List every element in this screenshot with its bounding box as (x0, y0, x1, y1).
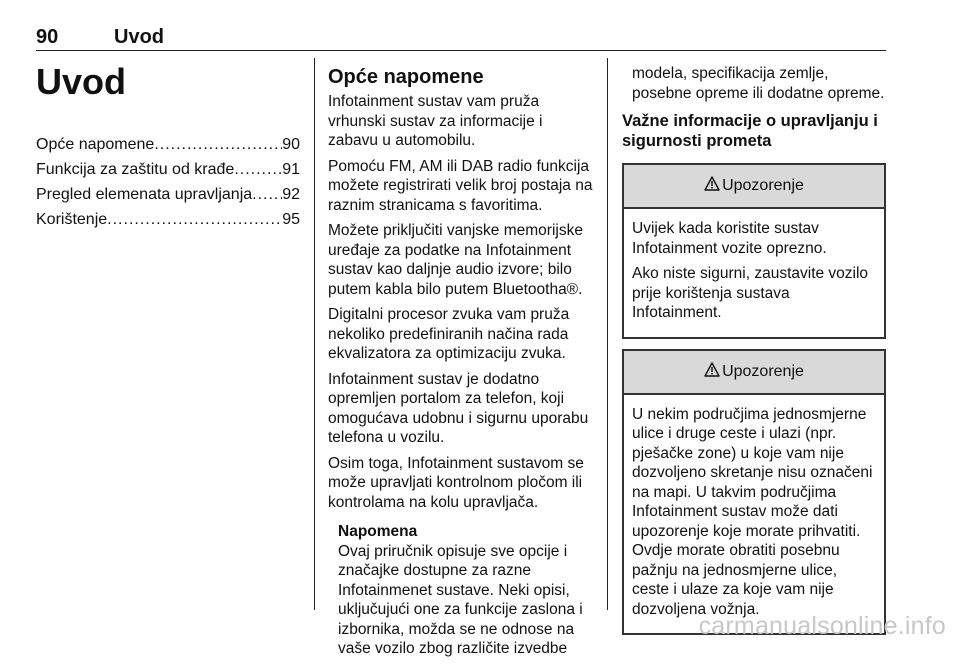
subsection-heading: Važne informacije o upravljanju i sigurnosti prometa (622, 112, 878, 150)
toc-leader (154, 132, 282, 157)
chapter-title: Uvod (36, 61, 126, 102)
toc-column (36, 60, 300, 232)
section-name: Uvod (114, 26, 164, 48)
paragraph-continuation: modela, specifikacija zemlje, posebne opreme ili dodatne opreme. (632, 65, 885, 102)
toc-entry-title: Funkcija za zaštitu od krađe (36, 161, 235, 178)
warning-body (624, 209, 884, 337)
content-column-2 (328, 64, 594, 665)
paragraph: Pomoću FM, AM ili DAB radio funkcija možete registrirati velik broj postaja na raznim stranicama s favoritima. (328, 157, 593, 214)
warning-triangle-icon (704, 362, 720, 382)
toc-leader (234, 157, 282, 182)
note-text: Ovaj priručnik opisuje sve opcije i značajke dostupne za razne Infotainmenet sustave. Neki opisi, uključujući one za funkcije zaslona i izbornika, možda se ne odnose na vaše vozilo zbog različite izvedbe (338, 542, 583, 657)
warning-triangle-icon (704, 176, 720, 196)
paragraph: Digitalni procesor zvuka vam pruža nekoliko predefiniranih načina rada ekvalizatora za optimizaciju zvuka. (328, 306, 570, 362)
content-column-3 (622, 64, 886, 645)
toc-leader (252, 182, 282, 207)
header-divider (36, 50, 886, 51)
warning-text: U nekim područjima jednosmjerne ulice i druge ceste i ulazi (npr. pješačke zone) u koje vam nije dozvoljeno skretanje nisu označeni na mapi. U takvim područjima Infotainment sustav može dati upozorenje koje morate prihvatiti. Ovdje morate obratiti posebnu pažnju na jednosmjerne ulice, ceste i ulaze za koje vam nije dozvoljena vožnja. (632, 405, 873, 618)
column-divider-1 (314, 58, 315, 610)
toc-entry-page: 92 (282, 186, 300, 203)
toc-entry[interactable] (36, 157, 300, 182)
toc-entry-page: 95 (282, 211, 300, 228)
toc-entry-title: Opće napomene (36, 136, 155, 153)
column-divider-2 (607, 58, 608, 610)
warning-title: Upozorenje (722, 177, 804, 194)
page-number: 90 (36, 26, 59, 48)
warning-text: Uvijek kada koristite sustav Infotainment vozite oprezno. (632, 220, 827, 257)
warning-body (624, 395, 884, 634)
note-block (338, 522, 594, 659)
warning-box (622, 163, 886, 339)
watermark: carmanualsonline.info (698, 612, 946, 640)
paragraph: Osim toga, Infotainment sustavom se može upravljati kontrolnom pločom ili kontrolama na kolu upravljača. (328, 454, 584, 511)
warning-header (624, 165, 884, 209)
warning-header (624, 351, 884, 395)
section-heading: Opće napomene (328, 66, 484, 88)
toc-entry[interactable] (36, 132, 300, 157)
toc-entry-title: Pregled elemenata upravljanja (36, 186, 253, 203)
warning-title: Upozorenje (722, 362, 804, 380)
paragraph: Infotainment sustav vam pruža vrhunski sustav za informacije i zabavu u automobilu. (328, 93, 543, 149)
warning-box (622, 349, 886, 636)
warning-text: Ako niste sigurni, zaustavite vozilo prije korištenja sustava Infotainment. (632, 265, 869, 321)
toc-entry-page: 91 (282, 161, 300, 178)
toc-entry-title: Korištenje (36, 211, 108, 228)
toc-entry-page: 90 (282, 136, 300, 153)
toc-entry[interactable] (36, 207, 300, 232)
toc-entry[interactable] (36, 182, 300, 207)
toc-leader (107, 207, 282, 232)
paragraph: Možete priključiti vanjske memorijske uređaje za podatke na Infotainment sustav kao daljnje audio izvore; bilo putem kabla bilo putem Bluetootha®. (328, 222, 583, 298)
paragraph: Infotainment sustav je dodatno opremljen portalom za telefon, koji omogućava udobnu i sigurnu uporabu telefona u vozilu. (328, 370, 589, 446)
page-header (36, 26, 886, 50)
note-title: Napomena (338, 523, 418, 540)
